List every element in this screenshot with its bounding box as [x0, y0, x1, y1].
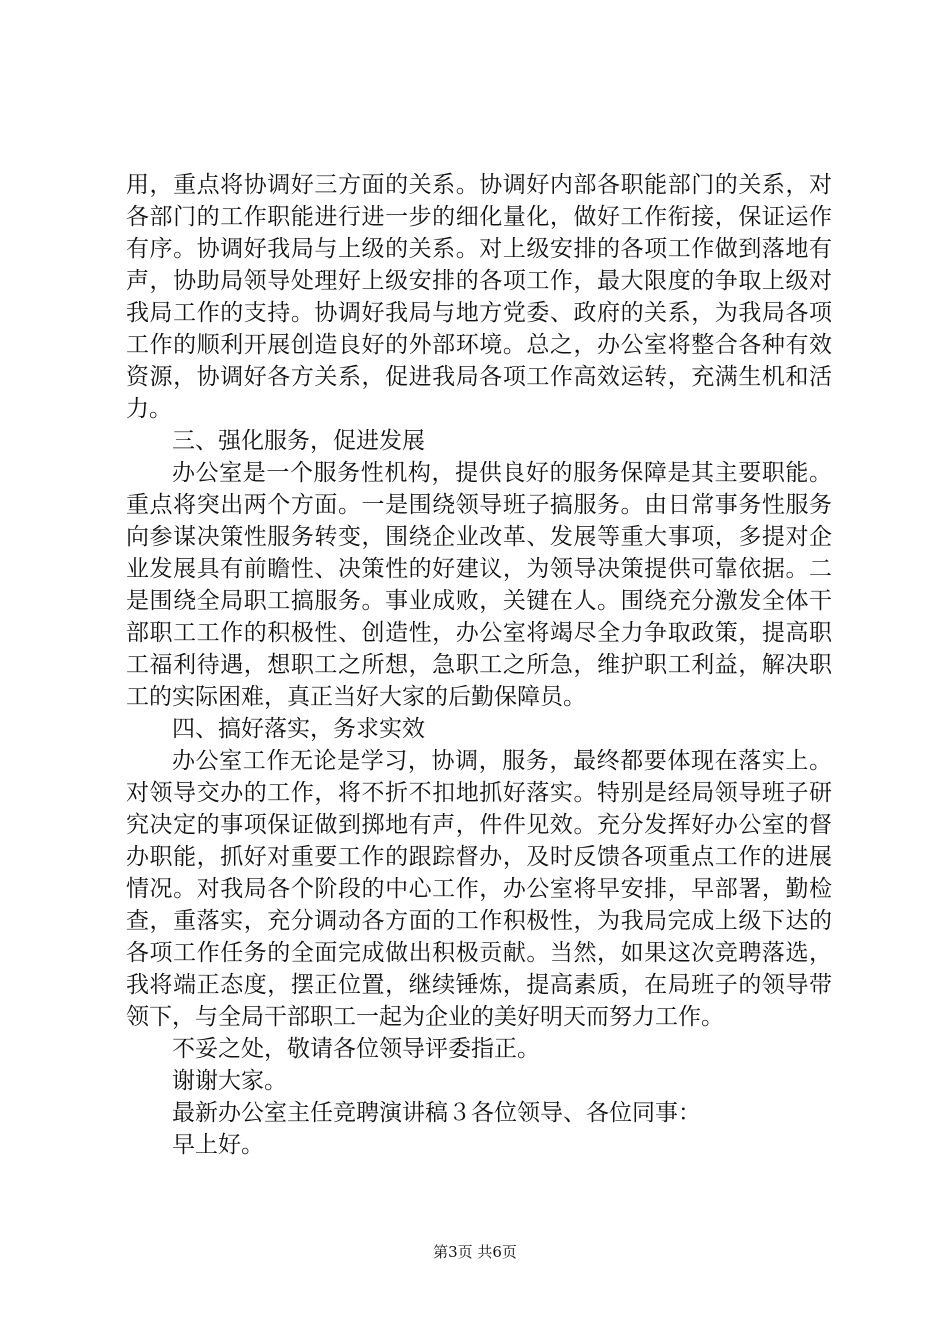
page-number-label: 第3页 共6页 [433, 1243, 517, 1261]
page-footer [0, 1242, 950, 1262]
document-body [126, 169, 832, 1161]
paragraph-closing-request: 不妥之处，敬请各位领导评委指正。 [172, 1036, 540, 1062]
paragraph-thanks: 谢谢大家。 [172, 1068, 287, 1094]
paragraph-next-speech-title: 最新办公室主任竞聘演讲稿３各位领导、各位同事： [172, 1100, 701, 1126]
section-heading-4: 四、搞好落实，务求实效 [172, 716, 425, 742]
paragraph-continuation: 用，重点将协调好三方面的关系。协调好内部各职能部门的关系，对各部门的工作职能进行进一步的细化量化，做好工作衔接，保证运作有序。协调好我局与上级的关系。对上级安排的各项工作做到落地有声，协助局领导处理好上级安排的各项工作，最大限度的争取上级对我局工作的支持。协调好我局与地方党委、政府的关系，为我局各项工作的顺利开展创造良好的外部环境。总之，办公室将整合各种有效资源，协调好各方关系，促进我局各项工作高效运转，充满生机和活力。 [126, 172, 832, 422]
paragraph-service: 办公室是一个服务性机构，提供良好的服务保障是其主要职能。重点将突出两个方面。一是围绕领导班子搞服务。由日常事务性服务向参谋决策性服务转变，围绕企业改革、发展等重大事项，多提对企业发展具有前瞻性、决策性的好建议，为领导决策提供可靠依据。二是围绕全局职工搞服务。事业成败，关键在人。围绕充分激发全体干部职工工作的积极性、创造性，办公室将竭尽全力争取政策，提高职工福利待遇，想职工之所想，急职工之所急，维护职工利益，解决职工的实际困难，真正当好大家的后勤保障员。 [126, 460, 832, 710]
paragraph-greeting: 早上好。 [172, 1132, 264, 1158]
section-heading-3: 三、强化服务，促进发展 [172, 428, 425, 454]
paragraph-implementation: 办公室工作无论是学习，协调，服务，最终都要体现在落实上。对领导交办的工作，将不折不扣地抓好落实。特别是经局领导班子研究决定的事项保证做到掷地有声，件件见效。充分发挥好办公室的督办职能，抓好对重要工作的跟踪督办，及时反馈各项重点工作的进展情况。对我局各个阶段的中心工作，办公室将早安排，早部署，勤检查，重落实，充分调动各方面的工作积极性，为我局完成上级下达的各项工作任务的全面完成做出积极贡献。当然，如果这次竞聘落选，我将端正态度，摆正位置，继续锤炼，提高素质，在局班子的领导带领下，与全局干部职工一起为企业的美好明天而努力工作。 [126, 748, 832, 1030]
